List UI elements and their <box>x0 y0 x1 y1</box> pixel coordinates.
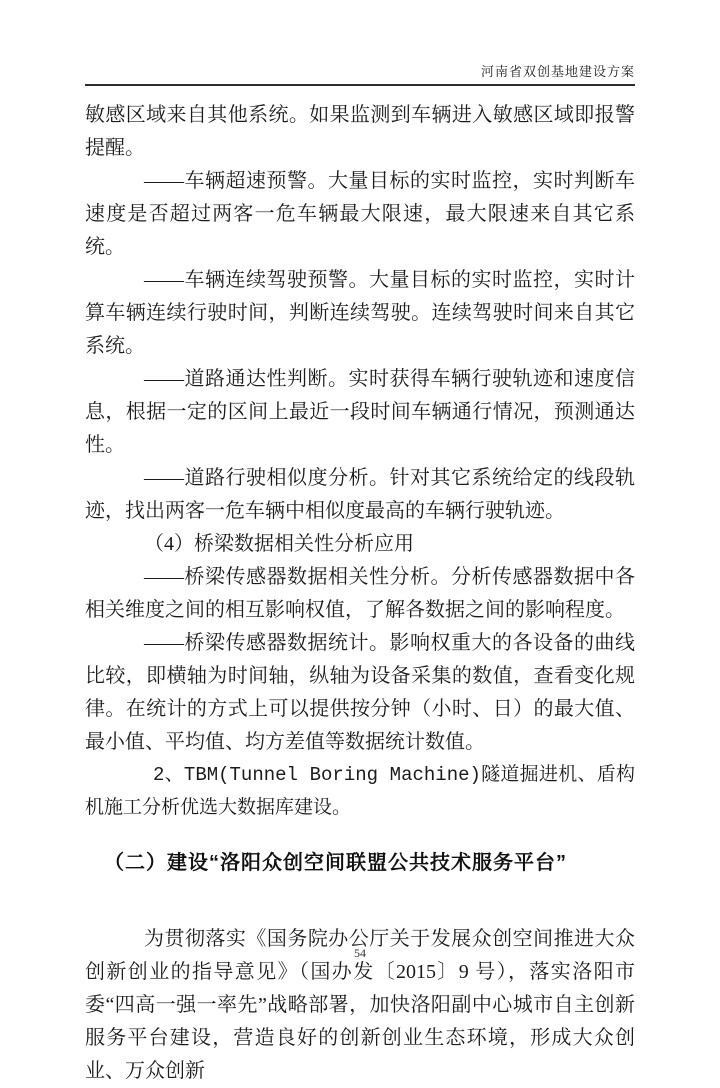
body-paragraph: 2、TBM(Tunnel Boring Machine)隧道掘进机、盾构机施工分析优选大数据库建设。 <box>85 764 635 819</box>
body-paragraph: 为贯彻落实《国务院办公厅关于发展众创空间推进大众创新创业的指导意见》（国办发〔2015〕9 号），落实洛阳市委“四高一强一率先”战略部署，加快洛阳副中心城市自主创新服务平台建设，营造良好的创新创业生态环境，形成大众创业、万众创新 <box>85 928 635 1082</box>
body-paragraph: 敏感区域来自其他系统。如果监测到车辆进入敏感区域即报警提醒。 <box>85 104 635 159</box>
body-paragraph: （4）桥梁数据相关性分析应用 <box>144 533 414 555</box>
section-before-heading <box>85 99 635 825</box>
page-footer <box>0 946 720 961</box>
header-title: 河南省双创基地建设方案 <box>480 64 635 79</box>
body-paragraph: ——桥梁传感器数据相关性分析。分析传感器数据中各相关维度之间的相互影响权值，了解各数据之间的影响程度。 <box>85 566 635 621</box>
document-body <box>85 99 635 1088</box>
body-paragraph: ——车辆连续驾驶预警。大量目标的实时监控，实时计算车辆连续行驶时间，判断连续驾驶。连续驾驶时间来自其它系统。 <box>85 269 635 357</box>
body-paragraph: ——道路行驶相似度分析。针对其它系统给定的线段轨迹，找出两客一危车辆中相似度最高的车辆行驶轨迹。 <box>85 467 635 522</box>
page-header <box>85 0 635 86</box>
body-paragraph: ——车辆超速预警。大量目标的实时监控，实时判断车速度是否超过两客一危车辆最大限速，最大限速来自其它系统。 <box>85 170 635 258</box>
body-paragraph: ——道路通达性判断。实时获得车辆行驶轨迹和速度信息，根据一定的区间上最近一段时间车辆通行情况，预测通达性。 <box>85 368 635 456</box>
section-heading: （二）建设“洛阳众创空间联盟公共技术服务平台” <box>104 852 567 874</box>
page-number: 54 <box>354 946 366 960</box>
body-paragraph: ——桥梁传感器数据统计。影响权重大的各设备的曲线比较，即横轴为时间轴，纵轴为设备采集的数值，查看变化规律。在统计的方式上可以提供按分钟（小时、日）的最大值、最小值、平均值、均方差值等数据统计数值。 <box>85 632 635 753</box>
